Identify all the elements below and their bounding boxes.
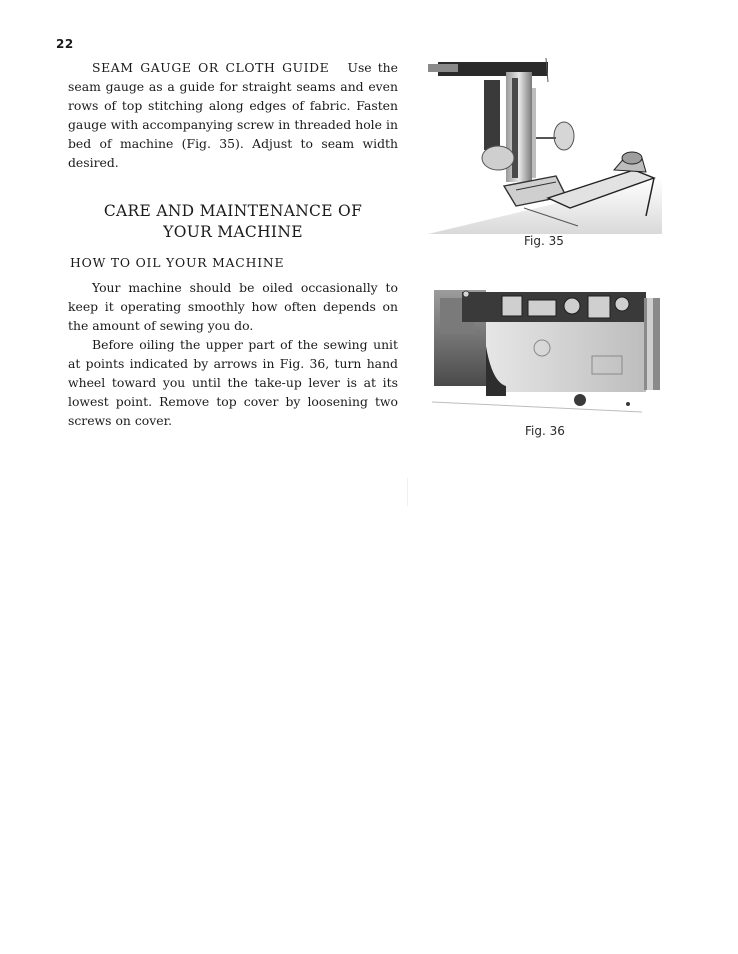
fig-36-caption: Fig. 36 xyxy=(525,424,565,438)
oil-paragraph-1: Your machine should be oiled occasionally to keep it operating smoothly how often depends on the amount of sewing you do. xyxy=(68,280,398,333)
fig-36-photo xyxy=(432,286,662,420)
page-number: 22 xyxy=(56,37,74,51)
care-heading-line1: CARE AND MAINTENANCE OF xyxy=(103,202,363,220)
machine-oiling-illustration xyxy=(432,286,662,420)
oil-section xyxy=(68,278,398,430)
seam-gauge-paragraph xyxy=(68,58,398,172)
seam-gauge-body: Use the seam gauge as a guide for straight seams and even rows of top stitching along edges of fabric. Fasten gauge with accompanying screw in threaded hole in bed of machine (Fig. 35). Adjust to seam width desired. xyxy=(68,60,398,170)
seam-gauge-illustration xyxy=(428,58,662,234)
oil-section-title: HOW TO OIL YOUR MACHINE xyxy=(70,255,285,270)
care-heading-line2: YOUR MACHINE xyxy=(163,223,303,241)
seam-gauge-section xyxy=(68,58,398,172)
scan-mark xyxy=(407,478,408,506)
fig-35-photo xyxy=(428,58,662,234)
care-heading xyxy=(95,201,371,243)
fig-35-caption: Fig. 35 xyxy=(524,234,564,248)
seam-gauge-title: SEAM GAUGE OR CLOTH GUIDE xyxy=(92,60,330,75)
oil-paragraph-2: Before oiling the upper part of the sewing unit at points indicated by arrows in Fig. 36, turn hand wheel toward you until the take-up lever is at its lowest point. Remove top cover by loosening two screws on cover. xyxy=(68,337,398,428)
